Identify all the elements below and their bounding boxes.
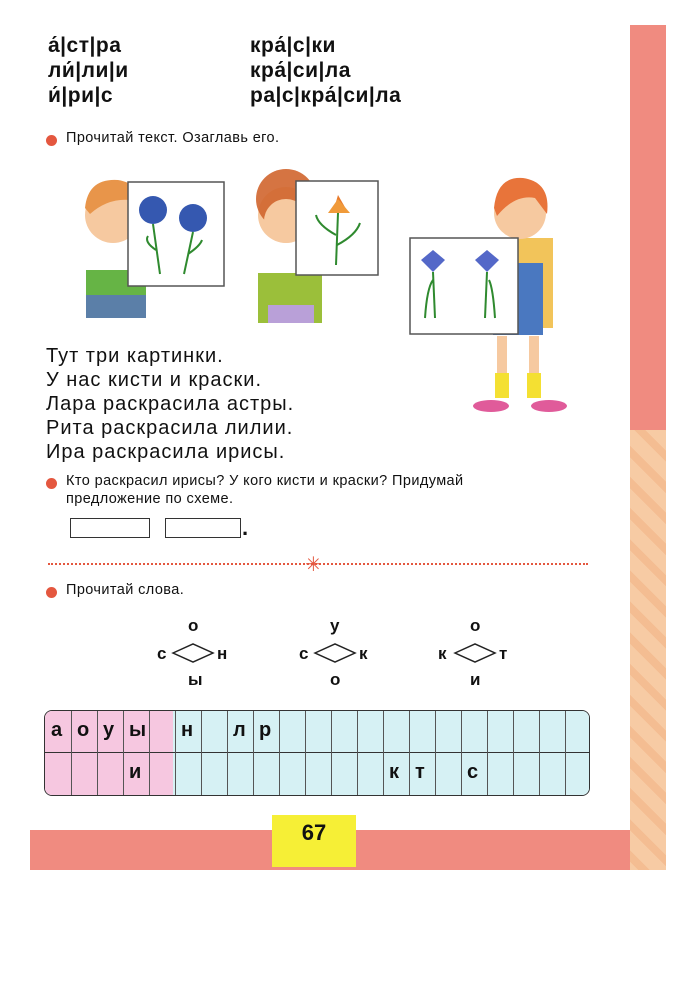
- grid-cell-divider: [71, 711, 72, 795]
- girl-with-irises-illustration: [405, 168, 570, 418]
- diamond2-bottom-letter: о: [330, 670, 341, 689]
- grid-letter: у: [103, 719, 115, 741]
- grid-cell-divider: [305, 711, 306, 795]
- story-line-2: У нас кисти и краски.: [46, 369, 262, 391]
- page-number: 67: [301, 820, 327, 845]
- grid-letter: ы: [129, 719, 147, 741]
- grid-letter: к: [389, 761, 400, 783]
- grid-cell-divider: [565, 711, 566, 795]
- diamond3-left-letter: к: [438, 644, 447, 663]
- grid-cell-divider: [357, 711, 358, 795]
- grid-cell-divider: [435, 711, 436, 795]
- bullet-icon: [46, 135, 57, 146]
- diamond-shape-icon: [171, 642, 215, 664]
- story-line-1: Тут три картинки.: [46, 345, 224, 367]
- grid-letter: а: [51, 719, 63, 741]
- grid-cell-divider: [253, 711, 254, 795]
- word-krasila: кра́|си|ла: [250, 59, 351, 82]
- story-line-4: Рита раскрасила лилии.: [46, 417, 294, 439]
- story-line-5: Ира раскрасила ирисы.: [46, 441, 286, 463]
- instruction-question-line1: Кто раскрасил ирисы? У кого кисти и краски? Придумай: [66, 473, 464, 489]
- diamond1-bottom-letter: ы: [188, 670, 203, 689]
- diamond1-top-letter: о: [188, 616, 199, 635]
- diamond2-right-letter: к: [359, 644, 368, 663]
- grid-cell-divider: [409, 711, 410, 795]
- grid-cell-divider: [513, 711, 514, 795]
- girl-with-lily-illustration: [238, 165, 388, 325]
- grid-letter: с: [467, 761, 479, 783]
- grid-cell-divider: [461, 711, 462, 795]
- diamond2-left-letter: с: [299, 644, 309, 663]
- scheme-word-box-1: [70, 518, 150, 538]
- grid-cell-divider: [383, 711, 384, 795]
- diamond2-top-letter: у: [330, 616, 340, 635]
- bullet-icon: [46, 587, 57, 598]
- grid-letter: р: [259, 719, 272, 741]
- grid-row-divider: [45, 752, 589, 753]
- grid-cell-divider: [279, 711, 280, 795]
- word-kraski: кра́|с|ки: [250, 34, 336, 57]
- grid-letter: н: [181, 719, 194, 741]
- diamond1-right-letter: н: [217, 644, 228, 663]
- grid-cell-divider: [331, 711, 332, 795]
- diamond3-bottom-letter: и: [470, 670, 481, 689]
- boy-with-cornflowers-illustration: [68, 170, 228, 320]
- star-ornament-icon: ✳: [305, 554, 322, 576]
- instruction-question-line2: предложение по схеме.: [66, 491, 234, 507]
- word-lilii: ли́|ли|и: [48, 59, 129, 82]
- grid-cell-divider: [487, 711, 488, 795]
- grid-letter: и: [129, 761, 142, 783]
- scheme-period: .: [242, 515, 249, 540]
- scheme-word-box-2: [165, 518, 241, 538]
- word-raskrasila: ра|с|кра́|си|ла: [250, 84, 402, 107]
- word-iris: и́|ри|с: [48, 84, 114, 107]
- grid-letter: л: [233, 719, 246, 741]
- grid-cell-divider: [201, 711, 202, 795]
- diamond1-left-letter: с: [157, 644, 167, 663]
- grid-letter: о: [77, 719, 90, 741]
- grid-cell-divider: [227, 711, 228, 795]
- grid-cell-divider: [539, 711, 540, 795]
- grid-cell-divider: [123, 711, 124, 795]
- diamond3-right-letter: т: [499, 644, 508, 663]
- grid-cell-divider: [149, 711, 150, 795]
- instruction-read-words: Прочитай слова.: [66, 582, 185, 598]
- diamond3-top-letter: о: [470, 616, 481, 635]
- grid-cell-divider: [97, 711, 98, 795]
- diamond-shape-icon: [453, 642, 497, 664]
- grid-letter: т: [415, 761, 425, 783]
- bullet-icon: [46, 478, 57, 489]
- diamond-shape-icon: [313, 642, 357, 664]
- letter-grid: [44, 710, 590, 796]
- story-line-3: Лара раскрасила астры.: [46, 393, 295, 415]
- grid-cell-divider: [175, 711, 176, 795]
- instruction-read-text: Прочитай текст. Озаглавь его.: [66, 130, 280, 146]
- word-astra: а́|ст|ра: [48, 34, 122, 57]
